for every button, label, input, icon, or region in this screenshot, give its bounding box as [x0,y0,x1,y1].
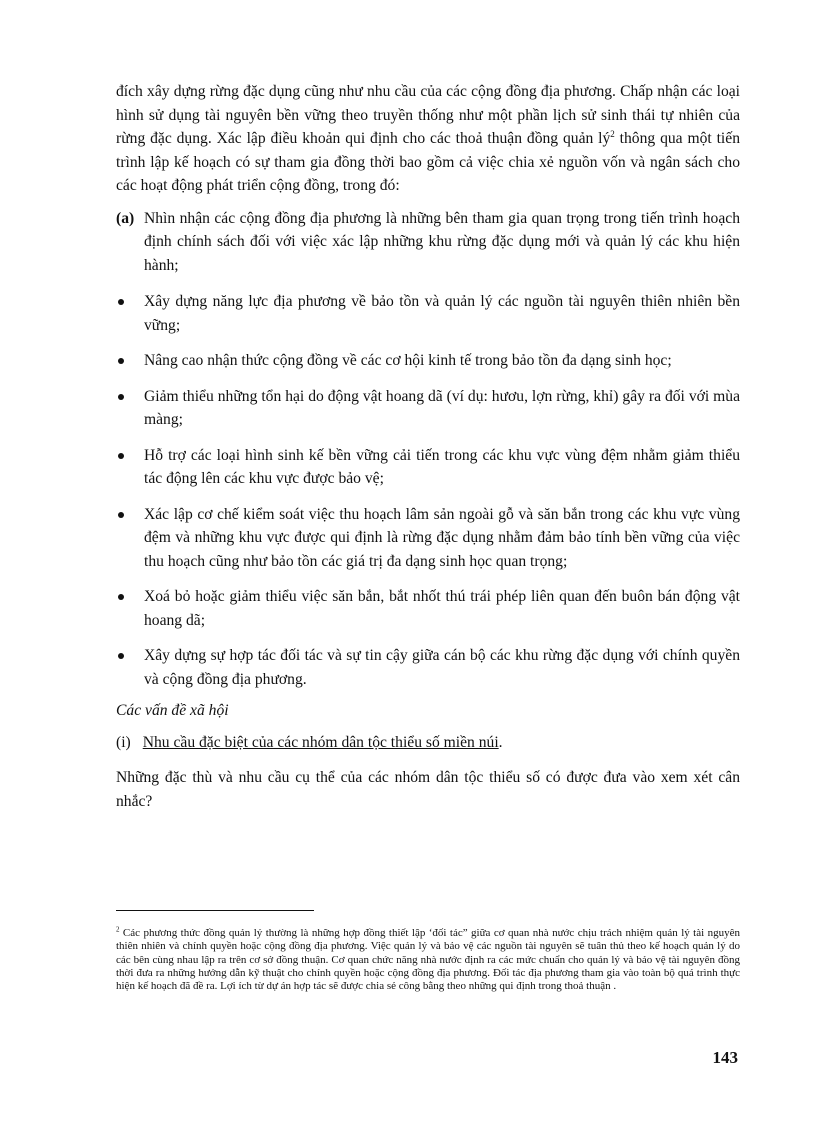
list-item-text: Hỗ trợ các loại hình sinh kế bền vững cải tiến trong các khu vực vùng đệm nhằm giảm thiểu tác động lên các khu vực được bảo vệ; [144,446,740,487]
subsection-marker: (i) [116,733,131,751]
bullet-icon [118,358,124,364]
intro-text-b: thông qua một tiến trình lập kế hoạch có sự tham gia đồng thời bao gồm cả việc chia xẻ nguồn vốn và ngân sách cho các hoạt động phát triển cộng đồng, trong đó: [116,130,740,194]
bullet-icon [118,394,124,400]
list-item [116,444,740,491]
measures-list [116,207,740,692]
intro-paragraph [116,80,740,198]
subsection-title [116,731,740,755]
bullet-icon [118,653,124,659]
bullet-icon [118,594,124,600]
question-paragraph: Những đặc thù và nhu cầu cụ thể của các nhóm dân tộc thiểu số có được đưa vào xem xét cân nhắc? [116,769,740,810]
intro-text-a: đích xây dựng rừng đặc dụng cũng như nhu cầu của các cộng đồng địa phương. Chấp nhận các loại hình sử dụng tài nguyên bền vững theo truyền thống như một phần lịch sử sinh thái tự nhiên của rừng đặc dụng. Xác lập điều khoản qui định cho các thoả thuận đồng quản lý [116,83,740,147]
footnote [116,927,740,993]
list-marker-a: (a) [116,209,135,227]
footnote-divider [116,910,314,911]
list-item-text: Nhìn nhận các cộng đồng địa phương là những bên tham gia quan trọng trong tiến trình hoạch định chính sách đối với việc xác lập những khu rừng đặc dụng mới và quản lý các khu hiện hành; [144,209,740,274]
list-item-text: Xây dựng năng lực địa phương về bảo tồn và quản lý các nguồn tài nguyên thiên nhiên bền vững; [144,293,740,334]
list-item-text: Xây dựng sự hợp tác đối tác và sự tin cậy giữa cán bộ các khu rừng đặc dụng với chính quyền và cộng đồng địa phương. [144,647,740,688]
list-item-text: Xoá bỏ hoặc giảm thiểu việc săn bắn, bắt nhốt thú trái phép liên quan đến buôn bán động vật hoang dã; [144,588,740,629]
subsection-title-text: Nhu cầu đặc biệt của các nhóm dân tộc thiểu số miền núi [142,733,499,751]
list-item-text: Nâng cao nhận thức cộng đồng về các cơ hội kinh tế trong bảo tồn đa dạng sinh học; [144,352,672,369]
bullet-icon [118,299,124,305]
subsection-period: . [498,733,503,751]
page-number: 143 [712,1048,738,1067]
page-body [116,80,740,813]
list-item [116,349,740,373]
footnote-number: 2 [116,925,120,934]
footnote-reference[interactable]: 2 [610,128,615,139]
list-item-text: Xác lập cơ chế kiểm soát việc thu hoạch lâm sản ngoài gỗ và săn bắn trong các khu vực vùng đệm và những khu vực được qui định là rừng đặc dụng nhằm đảm bảo tính bền vững của việc thu hoạch cũng như bảo tồn các giá trị đa dạng sinh học quan trọng; [144,505,740,570]
list-item [116,585,740,632]
list-item [116,503,740,574]
section-heading: Các vấn đề xã hội [116,702,229,719]
footnote-text: Các phương thức đồng quản lý thường là những hợp đồng thiết lập ‘đối tác” giữa cơ quan nhà nước chịu trách nhiệm quản lý tài nguyên thiên nhiên và chính quyền hoặc cộng đồng địa phương. Việc quản lý và bảo vệ các nguồn tài nguyên sẽ tuân thủ theo kế hoạch quản lý do các bên cùng nhau lập ra trên cơ sở đồng thuận. Cơ quan chức năng nhà nước định ra các mức chuẩn cho quản lý và bảo vệ tài nguyên đồng thời đưa ra những hướng dẫn kỹ thuật cho chính quyền hoặc cộng đồng địa phương. Đối tác địa phương tham gia vào toàn bộ quá trình thực hiện kế hoạch đã đề ra. Lợi ích từ dự án hợp tác sẽ được chia sẻ công bằng theo những qui định trong thoả thuận . [116,927,740,993]
list-item [116,385,740,432]
list-item-a [116,207,740,278]
list-item [116,290,740,337]
bullet-icon [118,512,124,518]
list-item [116,644,740,691]
bullet-icon [118,453,124,459]
list-item-text: Giảm thiểu những tổn hại do động vật hoang dã (ví dụ: hươu, lợn rừng, khỉ) gây ra đối với mùa màng; [144,387,740,428]
